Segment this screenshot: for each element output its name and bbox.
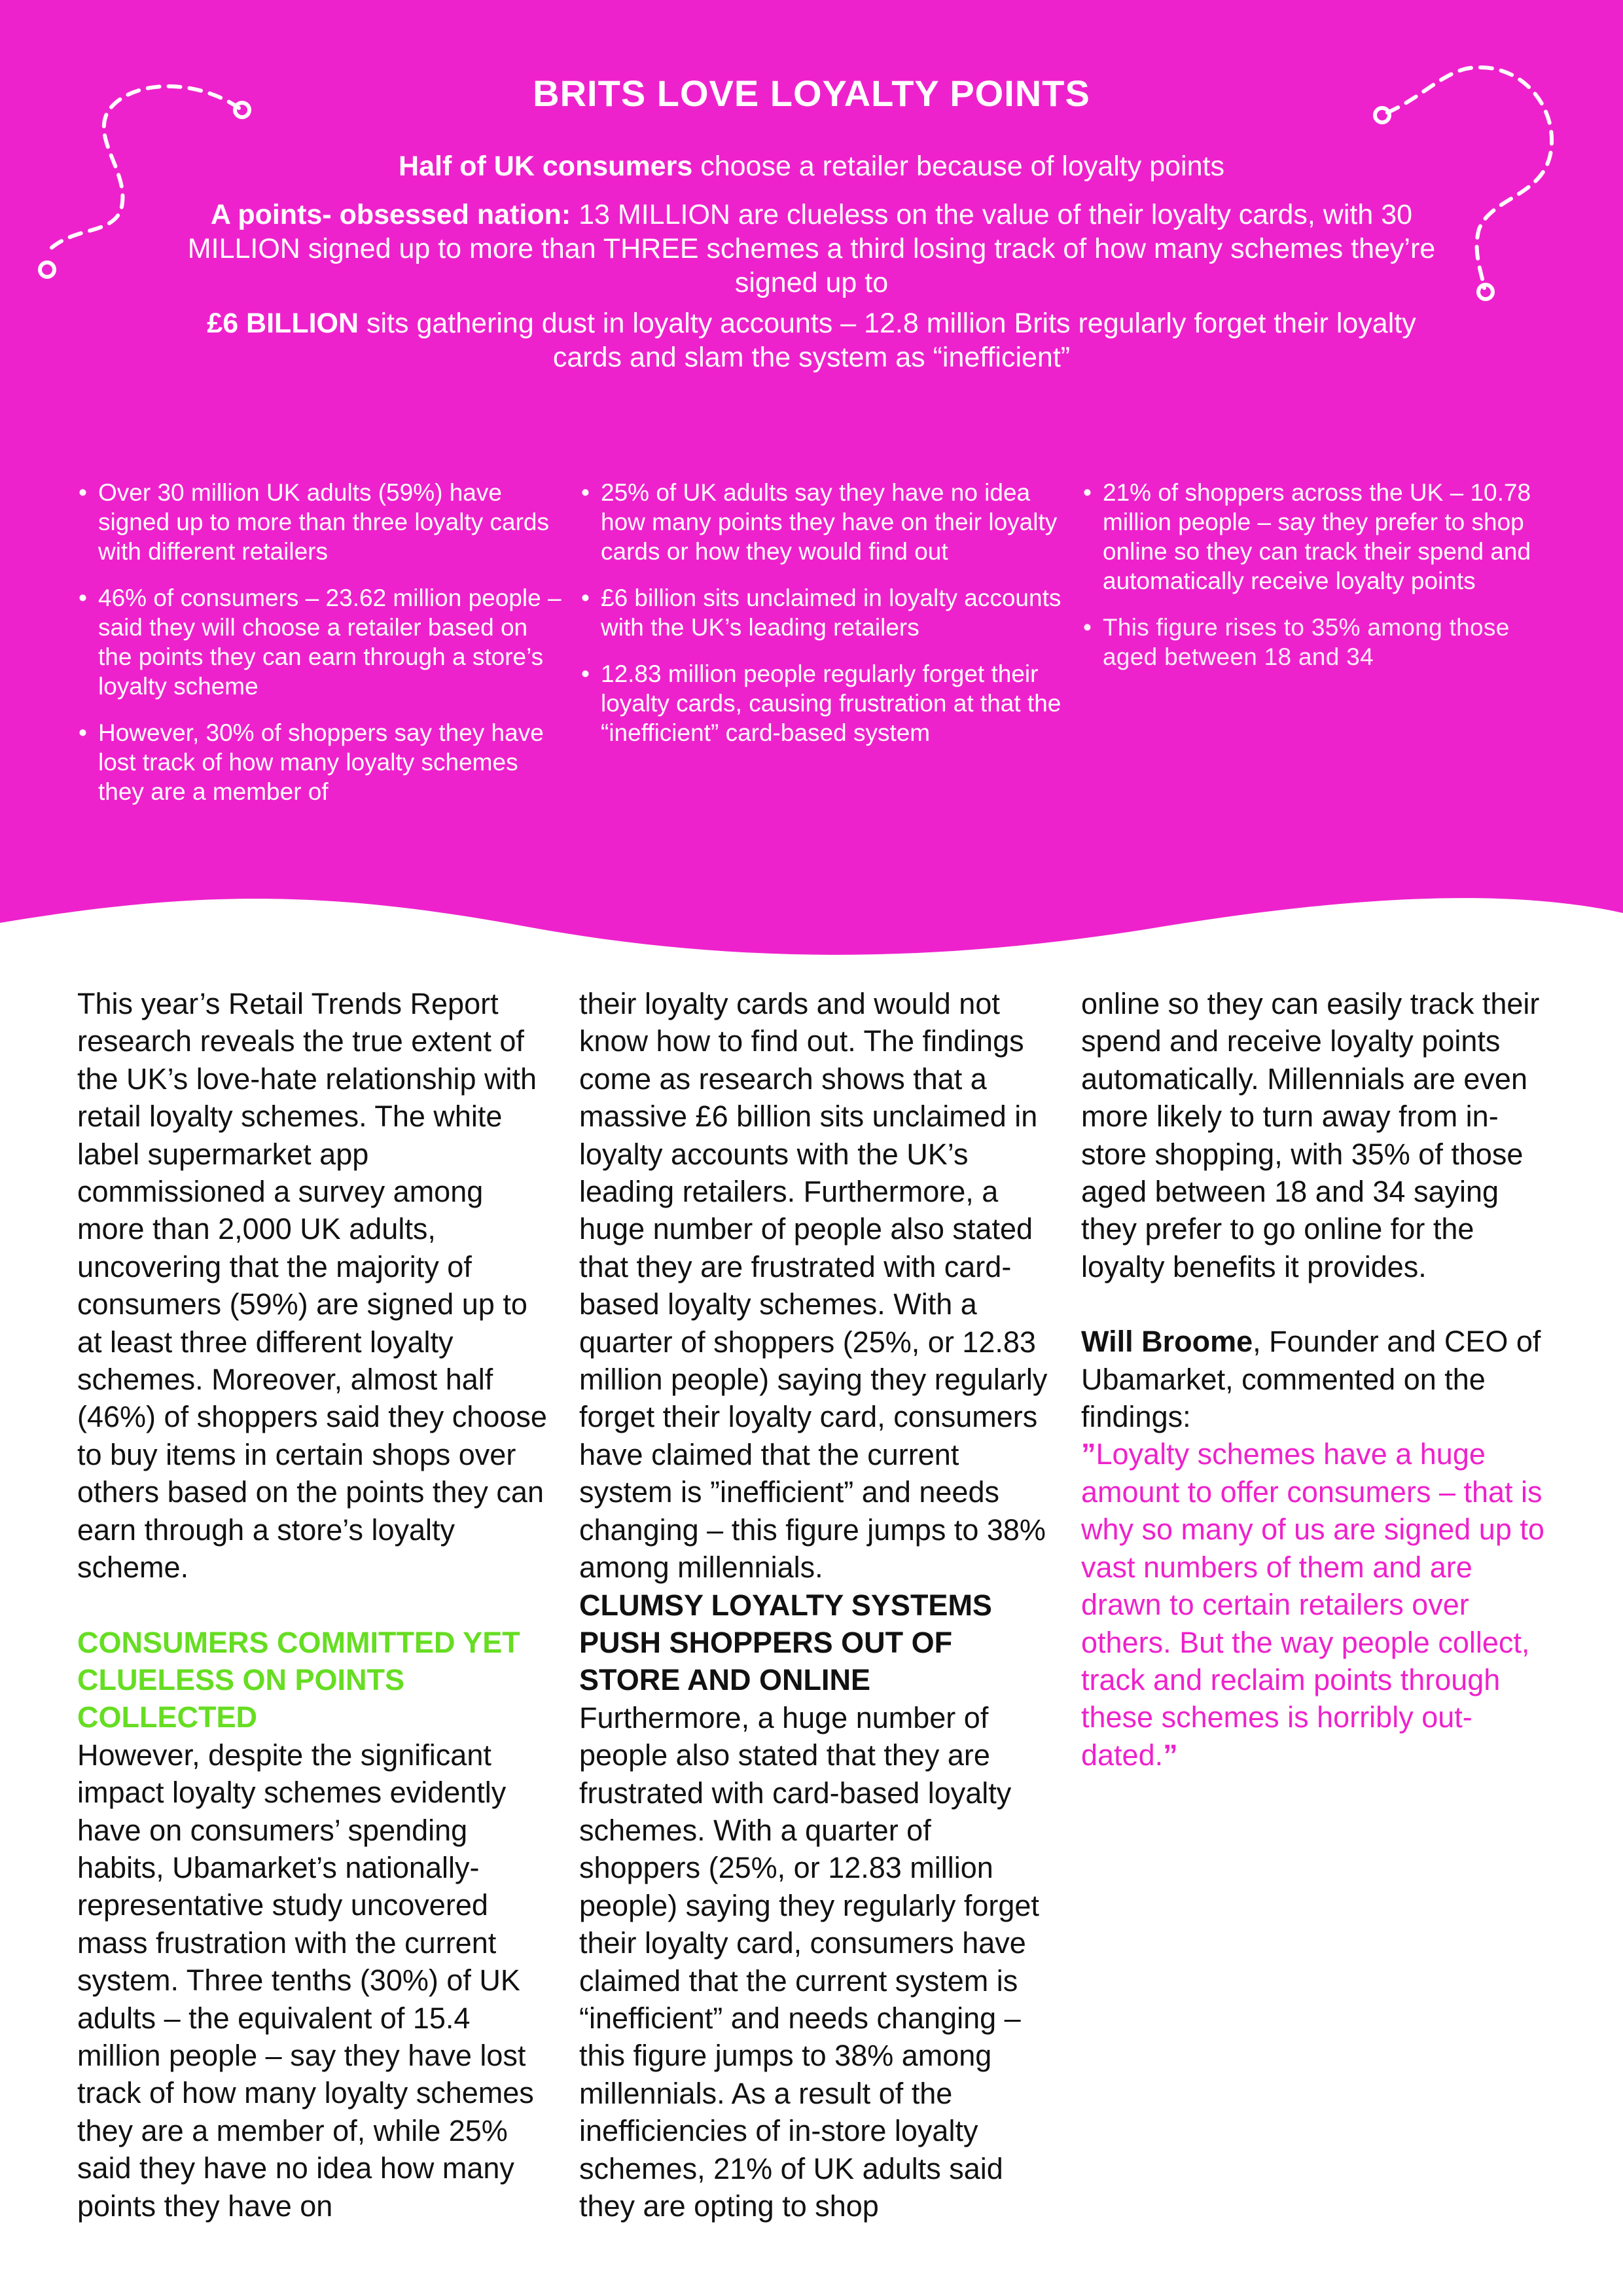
bullet-item: • However, 30% of shoppers say they have lost track of how many loyalty schemes they are a member of [79,718,563,806]
intro-line-2 [183,198,1440,300]
section-heading: CONSUMERS COMMITTED YET CLUELESS ON POINTS COLLECTED [77,1625,520,1734]
bullet-item: • 12.83 million people regularly forget their loyalty cards, causing frustration at that the “inefficient” card-based system [581,659,1065,747]
page-title: BRITS LOVE LOYALTY POINTS [533,73,1090,114]
quote-close-mark: ” [1163,1738,1178,1772]
intro-line-3-bold: £6 BILLION [207,308,359,339]
attribution [1081,1323,1552,1435]
bullet-item: • 46% of consumers – 23.62 million people – said they will choose a retailer based on the points they can earn through a store’s loyalty scheme [79,583,563,701]
wave-divider [0,851,1623,982]
bullet-item: • Over 30 million UK adults (59%) have signed up to more than three loyalty cards with different retailers [79,478,563,566]
intro-line-3 [183,306,1440,374]
speaker-role: , Founder and CEO of Ubamarket, commented on the findings: [1081,1325,1541,1434]
speaker-name: Will Broome [1081,1325,1253,1359]
article-paragraph: online so they can easily track their spend and receive loyalty points automatically. Millennials are even more likely to turn away from in-store shopping, with 35% of those aged between 18 and 34 saying they prefer to go online for the loyalty benefits it provides. [1081,987,1540,1283]
article-column-2 [579,985,1050,2225]
intro-line-2-text: 13 MILLION are clueless on the value of their loyalty cards, with 30 MILLION signed up to more than THREE schemes a third losing track of how many schemes they’re signed up to [187,199,1436,298]
intro-line-1 [183,149,1440,183]
bullet-item: • £6 billion sits unclaimed in loyalty accounts with the UK’s leading retailers [581,583,1065,642]
quote-open-mark: ” [1081,1437,1096,1471]
bullet-list-2 [581,478,1065,764]
intro-line-1-bold: Half of UK consumers [399,151,693,182]
quote-text: Loyalty schemes have a huge amount to offer consumers – that is why so many of us are signed up to vast numbers of them and are drawn to certain retailers over others. But the way people collect, track and reclaim points through these schemes is horribly out-dated. [1081,1437,1544,1772]
bullet-item: • 21% of shoppers across the UK – 10.78 million people – say they prefer to shop online so they can track their spend and automatically receive loyalty points [1083,478,1567,596]
article-paragraph: their loyalty cards and would not know how to find out. The findings come as research shows that a massive £6 billion sits unclaimed in loyalty accounts with the UK’s leading retailers. Furthermore, a huge number of people also stated that they are frustrated with card-based loyalty schemes. With a quarter of shoppers (25%, or 12.83 million people) saying they regularly forget their loyalty card, consumers have claimed that the current system is ”inefficient” and needs changing – this figure jumps to 38% among millennials. [579,987,1048,1585]
bullet-item: • 25% of UK adults say they have no idea how many points they have on their loyalty cards or how they would find out [581,478,1065,566]
section-heading: CLUMSY LOYALTY SYSTEMS PUSH SHOPPERS OUT OF STORE AND ONLINE [579,1588,992,1697]
article-column-1 [77,985,548,2225]
bullet-list-3 [1083,478,1567,689]
bullet-list-1 [79,478,563,823]
hero-banner [0,0,1623,982]
article-paragraph: Furthermore, a huge number of people also stated that they are frustrated with card-based loyalty schemes. With a quarter of shoppers (25%, or 12.83 million people) saying they regularly forget their loyalty card, consumers have claimed that the current system is “inefficient” and needs changing – this figure jumps to 38% among millennials. As a result of the inefficiencies of in-store loyalty schemes, 21% of UK adults said they are opting to shop [579,1700,1039,2223]
intro-line-2-bold: A points- obsessed nation: [210,199,571,230]
intro-line-1-text: choose a retailer because of loyalty points [692,151,1224,182]
bullet-item: • This figure rises to 35% among those aged between 18 and 34 [1083,613,1567,672]
intro-line-3-text: sits gathering dust in loyalty accounts – 12.8 million Brits regularly forget their loyalty cards and slam the system as “inefficient” [359,308,1416,373]
article-paragraph: This year’s Retail Trends Report research reveals the true extent of the UK’s love-hate relationship with retail loyalty schemes. The white label supermarket app commissioned a survey among more than 2,000 UK adults, uncovering that the majority of consumers (59%) are signed up to at least three different loyalty schemes. Moreover, almost half (46%) of shoppers said they choose to buy items in certain shops over others based on the points they can earn through a store’s loyalty scheme. [77,987,547,1585]
pull-quote [1081,1435,1552,1774]
article-column-3 [1081,985,1552,1774]
article-paragraph: However, despite the significant impact loyalty schemes evidently have on consumers’ spending habits, Ubamarket’s nationally-representative study uncovered mass frustration with the current system. Three tenths (30%) of UK adults – the equivalent of 15.4 million people – say they have lost track of how many loyalty schemes they are a member of, while 25% said they have no idea how many points they have on [77,1738,534,2223]
